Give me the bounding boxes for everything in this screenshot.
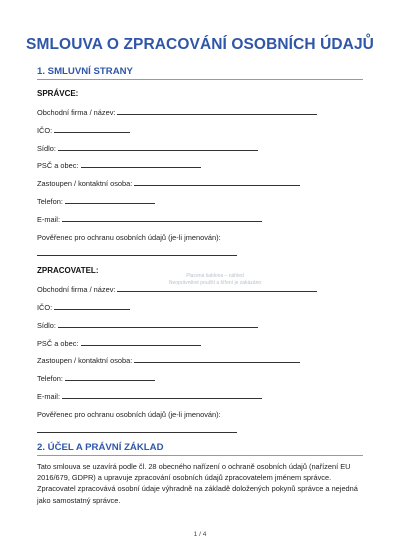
field-label: Obchodní firma / název: — [37, 285, 116, 294]
processor-address-field[interactable] — [37, 318, 258, 330]
watermark-line: Neoprávněné použití a šíření je zakázáno — [168, 279, 262, 286]
section-heading-purpose: 2. ÚČEL A PRÁVNÍ ZÁKLAD — [37, 442, 164, 453]
purpose-paragraph: Tato smlouva se uzavírá podle čl. 28 obecného nařízení o ochraně osobních údajů (nařízení EU 2016/679, GDPR) a upravuje zpracování osobních údajů zpracovatelem jménem správce. Zpracovatel zpracovává osobní údaje výhradně na základě doložených pokynů správce a nejedná jako samostatný správce. — [37, 462, 358, 505]
section-divider — [37, 79, 363, 80]
processor-zip-city-field[interactable] — [37, 336, 201, 348]
page-number: 1 / 4 — [193, 531, 207, 538]
field-label: PSČ a obec: — [37, 339, 79, 348]
controller-email-field[interactable] — [37, 212, 262, 224]
controller-dpo-field — [37, 230, 223, 242]
field-label: PSČ a obec: — [37, 161, 79, 170]
processor-ico-field[interactable] — [37, 300, 130, 312]
fill-line[interactable] — [134, 185, 300, 186]
fill-line[interactable] — [58, 327, 258, 328]
field-label: Pověřenec pro ochranu osobních údajů (je-li jmenován): — [37, 233, 221, 242]
fill-line[interactable] — [65, 380, 155, 381]
field-label: IČO: — [37, 303, 53, 312]
field-label: Zastoupen / kontaktní osoba: — [37, 179, 133, 188]
field-label: Sídlo: — [37, 144, 56, 153]
fill-line[interactable] — [81, 167, 201, 168]
controller-label: SPRÁVCE: — [37, 89, 79, 98]
controller-dpo-line[interactable] — [37, 255, 237, 256]
processor-email-field[interactable] — [37, 389, 262, 401]
fill-line[interactable] — [65, 203, 155, 204]
controller-ico-field[interactable] — [37, 123, 130, 135]
field-label: Pověřenec pro ochranu osobních údajů (je-li jmenován): — [37, 410, 221, 419]
processor-label: ZPRACOVATEL: — [37, 266, 99, 275]
field-label: Telefon: — [37, 197, 63, 206]
section-divider — [37, 455, 363, 456]
preview-watermark — [150, 273, 280, 286]
controller-company-field[interactable] — [37, 105, 317, 117]
field-label: Obchodní firma / název: — [37, 108, 116, 117]
document-title: SMLOUVA O ZPRACOVÁNÍ OSOBNÍCH ÚDAJŮ — [26, 36, 374, 53]
fill-line[interactable] — [81, 345, 201, 346]
controller-contact-field[interactable] — [37, 176, 300, 188]
field-label: IČO: — [37, 126, 53, 135]
controller-zip-city-field[interactable] — [37, 158, 201, 170]
field-label: Sídlo: — [37, 321, 56, 330]
field-label: Zastoupen / kontaktní osoba: — [37, 356, 133, 365]
processor-contact-field[interactable] — [37, 353, 300, 365]
processor-dpo-field — [37, 407, 223, 419]
fill-line[interactable] — [117, 114, 317, 115]
controller-address-field[interactable] — [37, 141, 258, 153]
fill-line[interactable] — [58, 150, 258, 151]
fill-line[interactable] — [62, 221, 262, 222]
field-label: E-mail: — [37, 215, 60, 224]
controller-phone-field[interactable] — [37, 194, 155, 206]
fill-line[interactable] — [54, 309, 130, 310]
fill-line[interactable] — [117, 291, 317, 292]
section-heading-parties: 1. SMLUVNÍ STRANY — [37, 66, 133, 77]
processor-phone-field[interactable] — [37, 371, 155, 383]
fill-line[interactable] — [54, 132, 130, 133]
processor-dpo-line[interactable] — [37, 432, 237, 433]
fill-line[interactable] — [134, 362, 300, 363]
watermark-line: Placená šablona – náhled — [186, 273, 244, 279]
field-label: E-mail: — [37, 392, 60, 401]
field-label: Telefon: — [37, 374, 63, 383]
fill-line[interactable] — [62, 398, 262, 399]
